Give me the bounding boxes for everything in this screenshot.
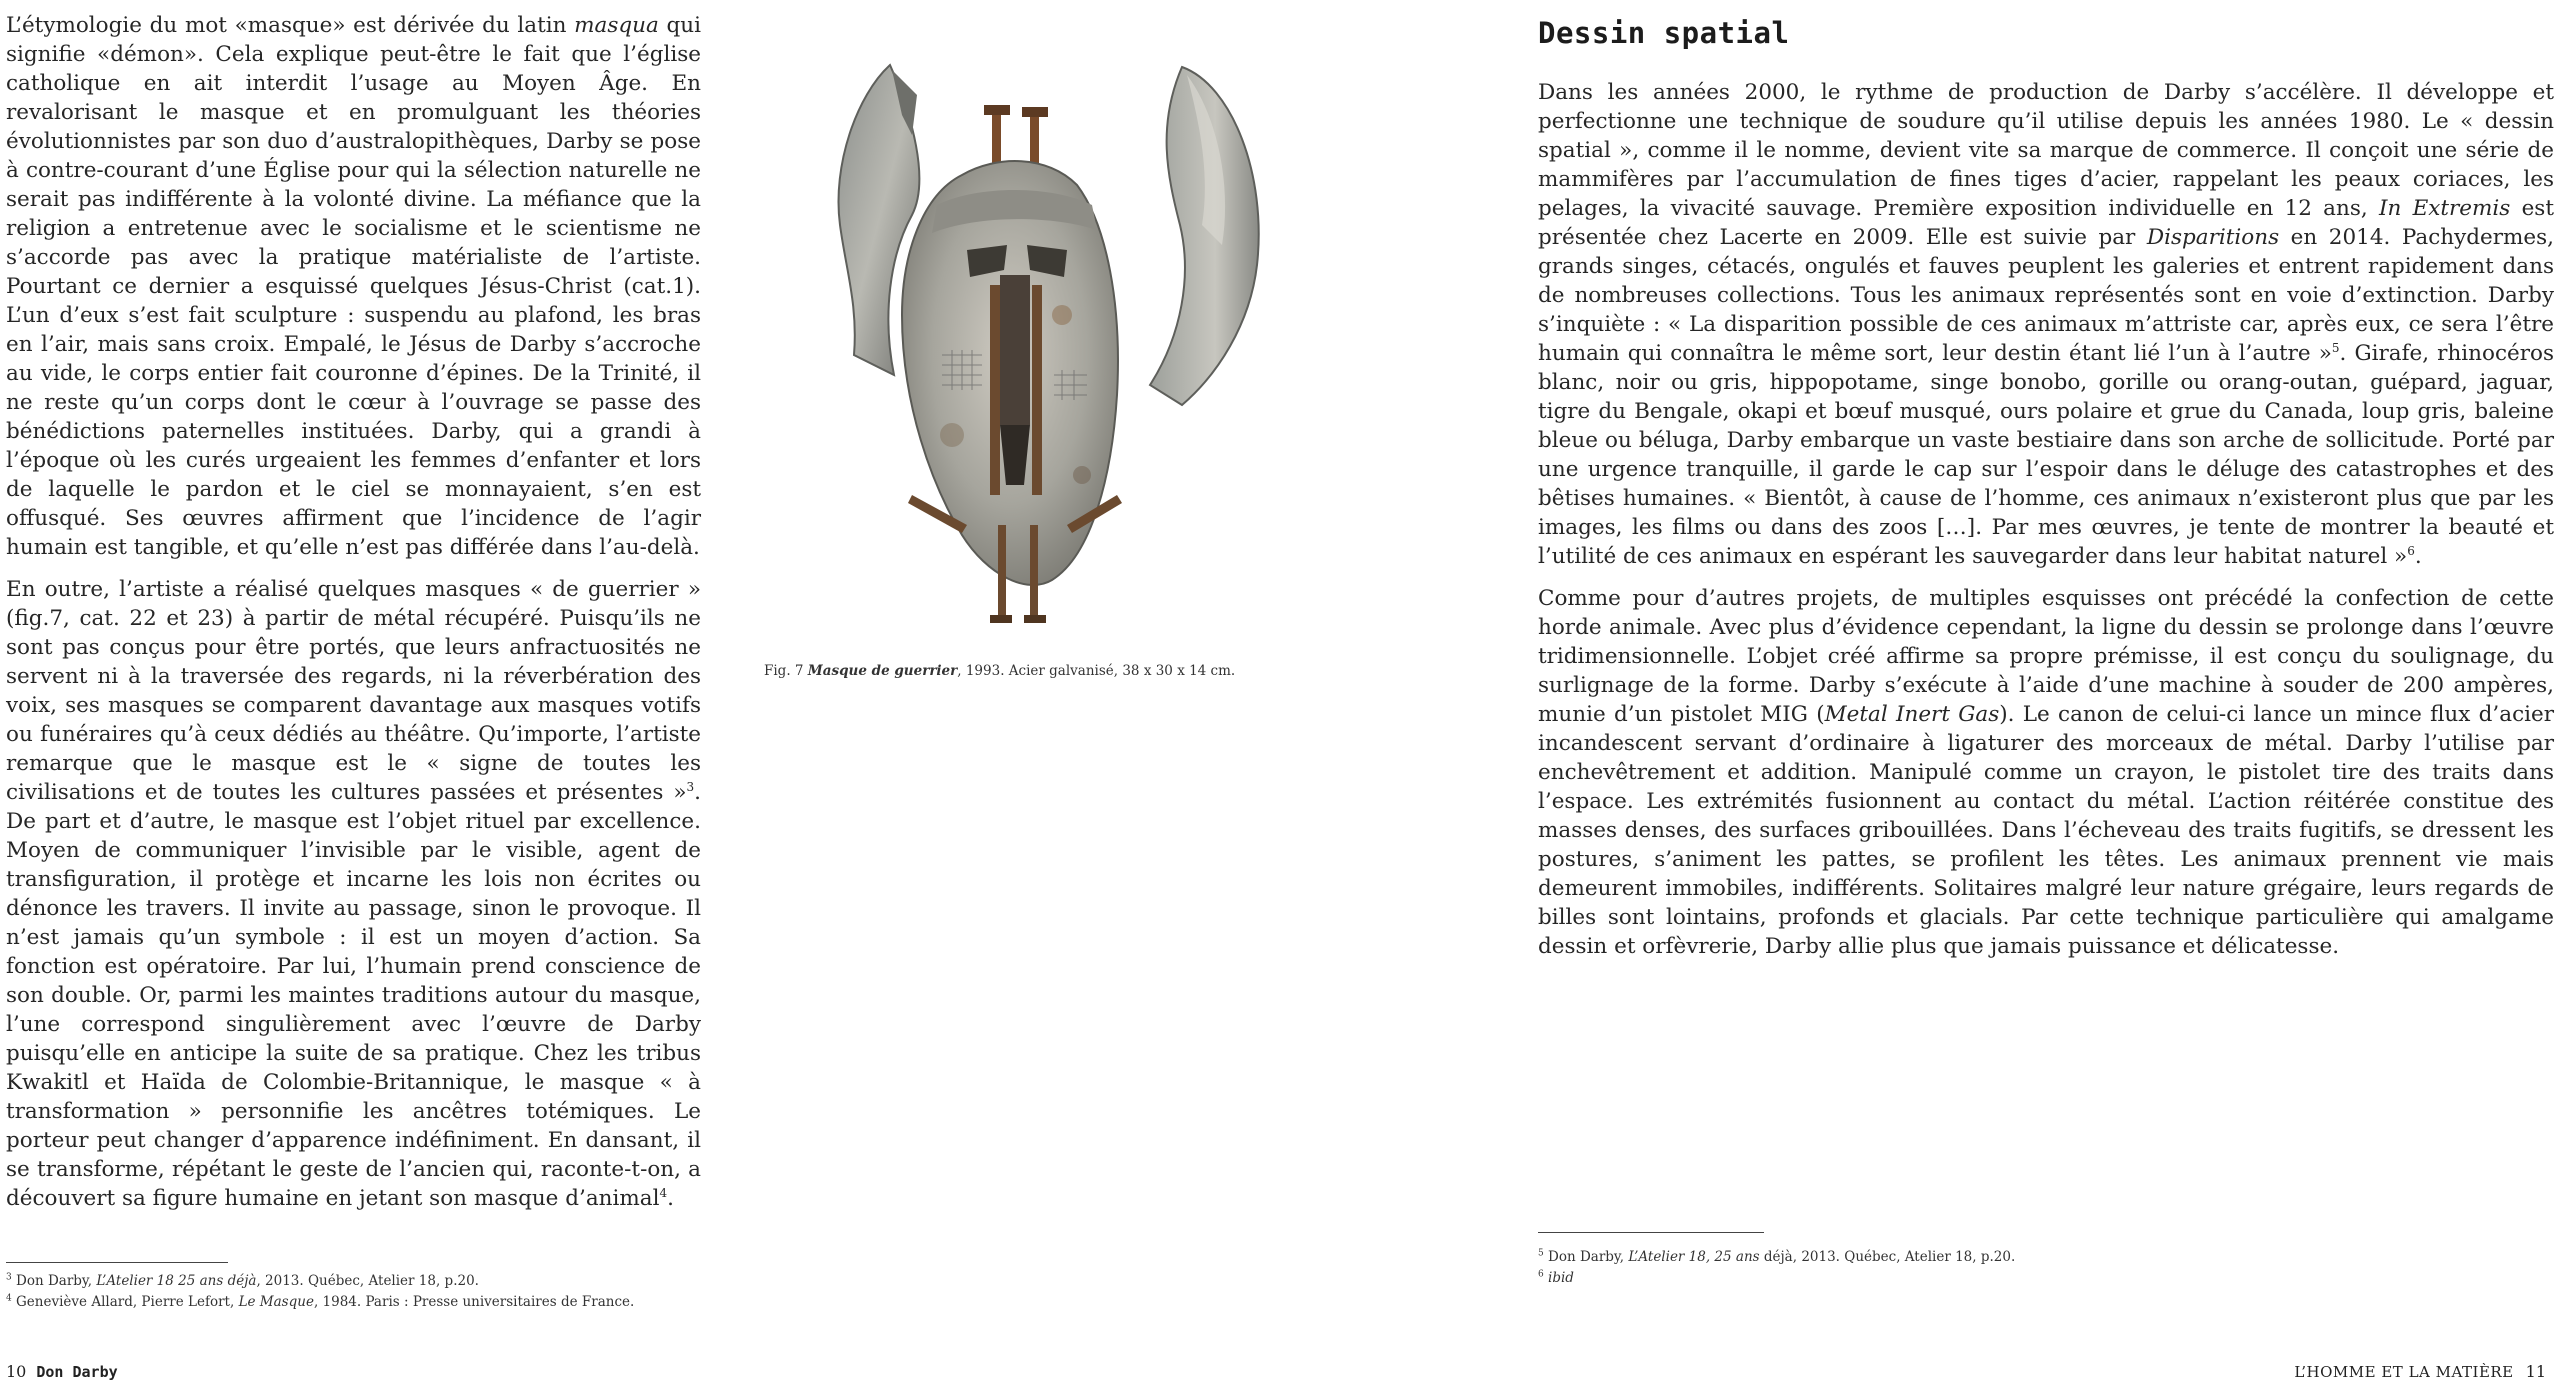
body-paragraph (1538, 584, 2554, 961)
left-body-text (6, 11, 701, 1213)
text-run: Comme pour d’autres projets, de multiples esquisses ont précédé la confection de cette horde animale. Avec plus d’évidence cependant, la ligne du dessin se prolonge dans l’œuvre tridimensionnelle. L’objet créé affirme sa propre prémisse, il est conçu du soulignage, du surlignage de la forme. Darby s’exécute à l’aide d’une machine à souder de 200 ampères, munie d’un pistolet MIG ( (1538, 586, 2554, 727)
section-heading: Dessin spatial (1538, 16, 1790, 50)
right-body-text (1538, 78, 2554, 961)
text-run: ). Le canon de celui-ci lance un mince flux d’acier incandescent servant d’ordinaire à ligaturer des morceaux de métal. Darby l’utilise par enchevêtrement et addition. Manipulé comme un crayon, le pistolet tire des traits dans l’espace. Les extrémités fusionnent au contact du métal. L’action réitérée constitue des masses denses, des surfaces gribouillées. Dans l’écheveau des traits fugitifs, se dressent les postures, s’animent les pattes, se profilent les têtes. Les animaux prennent vie mais demeurent immobiles, indifférents. Solitaires malgré leur nature grégaire, leurs regards de billes sont lointains, profonds et glacials. Par cette technique particulière qui amalgame dessin et orfèvrerie, Darby allie plus que jamais puissance et délicatesse. (1538, 702, 2554, 959)
running-head: Don Darby (36, 1363, 118, 1381)
footnote-ref: 3 (686, 779, 695, 794)
text-run: . Girafe, rhinocéros blanc, noir ou gris, hippopotame, singe bonobo, gorille ou orang-outan, guépard, jaguar, tigre du Bengale, okapi et bœuf musqué, ours polaire et grue du Canada, loup gris, baleine bleue ou béluga, Darby embarque un vaste bestiaire dans son arche de sollicitude. Porté par une urgence tranquille, il garde le cap sur l’espoir dans le déluge des catastrophes et des bêtises humaines. « Bientôt, à cause de l’homme, ces animaux n’existeront plus que par les images, les films ou dans des zoos […]. Par mes œuvres, je tente de montrer la beauté et l’utilité de ces animaux en espérant les sauvegarder dans leur habitat naturel » (1538, 341, 2554, 569)
text-run: L’étymologie du mot «masque» est dérivée du latin (6, 13, 575, 38)
text-run: déjà, 2013. Québec, Atelier 18, p.20. (1759, 1249, 2016, 1265)
italic-run: ibid (1548, 1270, 1574, 1286)
right-folio (2294, 1362, 2546, 1381)
left-folio (6, 1362, 118, 1381)
warrior-mask-image (762, 55, 1262, 635)
running-head: L’HOMME ET LA MATIÈRE (2294, 1363, 2514, 1381)
right-page (1280, 0, 2560, 1388)
text-run: En outre, l’artiste a réalisé quelques masques « de guerrier » (fig.7, cat. 22 et 23) à partir de métal récupéré. Puisqu’ils ne sont pas conçus pour être portés, que leurs anfractuosités ne servent ni à la traversée des regards, ni la réverbération des voix, ses masques se comparent davantage aux masques votifs ou funéraires qu’à ceux dédiés au théâtre. Qu’importe, l’artiste remarque que le masque est le « signe de toutes les civilisations et de toutes les cultures passées et présentes » (6, 577, 701, 805)
text-run: . De part et d’autre, le masque est l’objet rituel par excellence. Moyen de communiquer l’invisible par le visible, agent de transfiguration, il protège et incarne les lois non écrites ou dénonce les travers. Il invite au passage, sinon le provoque. Il n’est jamais qu’un symbole : il est un moyen d’action. Sa fonction est opératoire. Par lui, l’humain prend conscience de son double. Or, parmi les maintes traditions autour du masque, l’une correspond singulièrement avec l’œuvre de Darby puisqu’elle en anticipe la suite de sa pratique. Chez les tribus Kwakitl et Haïda de Colombie-Britannique, le masque « à transformation » personnifie les ancêtres totémiques. Le porteur peut changer d’apparence indéfiniment. En dansant, il se transforme, répétant le geste de l’ancien qui, raconte-t-on, a découvert sa figure humaine en jetant son masque d’animal (6, 780, 701, 1211)
footnote-ref: 5 (1538, 1248, 1544, 1259)
italic-run: L’Atelier 18 25 ans déjà (96, 1273, 257, 1289)
italic-run: Metal Inert Gas (1824, 702, 2000, 727)
footnote (6, 1271, 634, 1292)
text-run: Geneviève Allard, Pierre Lefort, (11, 1294, 239, 1310)
caption-details: , 1993. Acier galvanisé, 38 x 30 x 14 cm. (957, 663, 1236, 679)
footnote-rule (1538, 1232, 1764, 1233)
caption-title: Masque de guerrier (807, 663, 958, 679)
italic-run: masqua (574, 13, 659, 38)
text-run: qui signifie «démon». Cela explique peut-être le fait que l’église catholique en ait interdit l’usage au Moyen Âge. En revalorisant le masque et en promulguant les théories évolutionnistes par son duo d’australopithèques, Darby se pose à contre-courant d’une Église pour qui la sélection naturelle ne serait pas indifférente à la volonté divine. La méfiance que la religion a entretenue avec le socialisme et le scientisme ne s’accorde pas avec la pratique matérialiste de l’artiste. Pourtant ce dernier a esquissé quelques Jésus-Christ (cat.1). L’un d’eux s’est fait sculpture : suspendu au plafond, les bras en l’air, mais sans croix. Empalé, le Jésus de Darby s’accroche au vide, le corps entier fait couronne d’épines. De la Trinité, il ne reste qu’un corps dont le cœur à l’ouvrage se passe des bénédictions paternelles instituées. Darby, qui a grandi à l’époque où les curés urgeaient les femmes d’enfanter et lors de laquelle le pardon et le ciel se monnayaient, s’en est offusqué. Ses œuvres affirment que l’incidence de l’agir humain est tangible, et qu’elle n’est pas différée dans l’au-delà. (6, 13, 701, 560)
left-footnotes (6, 1271, 634, 1313)
text-run: Don Darby, (1543, 1249, 1629, 1265)
italic-run: Le Masque (238, 1294, 314, 1310)
right-footnotes (1538, 1247, 2015, 1289)
italic-run: L’Atelier 18, 25 ans (1628, 1249, 1760, 1265)
figure-caption (764, 663, 1264, 679)
figure-warrior-mask (762, 55, 1262, 635)
text-run: . (667, 1186, 674, 1211)
text-run: . (2414, 544, 2422, 569)
text-run: , 1984. Paris : Presse universitaires de France. (313, 1294, 635, 1310)
italic-run: Disparitions (2146, 225, 2280, 250)
page-number: 11 (2525, 1362, 2546, 1381)
footnote (6, 1292, 634, 1313)
text-run: Dans les années 2000, le rythme de production de Darby s’accélère. Il développe et perfectionne une technique de soudure qu’il utilise depuis les années 1980. Le « dessin spatial », comme il le nomme, devient vite sa marque de commerce. Il conçoit une série de mammifères par l’accumulation de fines tiges d’acier, rappelant les peaux coriaces, les pelages, la vivacité sauvage. Première exposition individuelle en 12 ans, (1538, 80, 2554, 221)
body-paragraph (6, 575, 701, 1213)
text-run: , 2013. Québec, Atelier 18, p.20. (256, 1273, 479, 1289)
footnote (1538, 1247, 2015, 1268)
footnote-ref: 3 (6, 1272, 12, 1283)
italic-run: In Extremis (2378, 196, 2511, 221)
page-number: 10 (6, 1362, 27, 1381)
text-run: en 2014. Pachydermes, grands singes, cétacés, ongulés et fauves peuplent les galeries et entrent rapidement dans de nombreuses collections. Tous les animaux représentés sont en voie d’extinction. Darby s’inquiète : « La disparition possible de ces animaux m’attriste car, après eux, ce sera l’être humain qui connaîtra le même sort, leur destin étant lié l’un à l’autre » (1538, 225, 2554, 366)
body-paragraph (6, 11, 701, 562)
footnote-ref: 6 (2407, 543, 2415, 558)
footnote-ref: 6 (1538, 1269, 1544, 1280)
footnote-ref: 5 (2331, 340, 2340, 355)
footnote-rule (6, 1262, 228, 1263)
body-paragraph (1538, 78, 2554, 571)
text-run: Don Darby, (11, 1273, 97, 1289)
footnote-ref: 4 (659, 1185, 668, 1200)
text-run: est présentée chez Lacerte en 2009. Elle est suivie par (1538, 196, 2554, 250)
footnote-ref: 4 (6, 1293, 12, 1304)
footnote (1538, 1268, 2015, 1289)
caption-prefix: Fig. 7 (764, 663, 808, 679)
